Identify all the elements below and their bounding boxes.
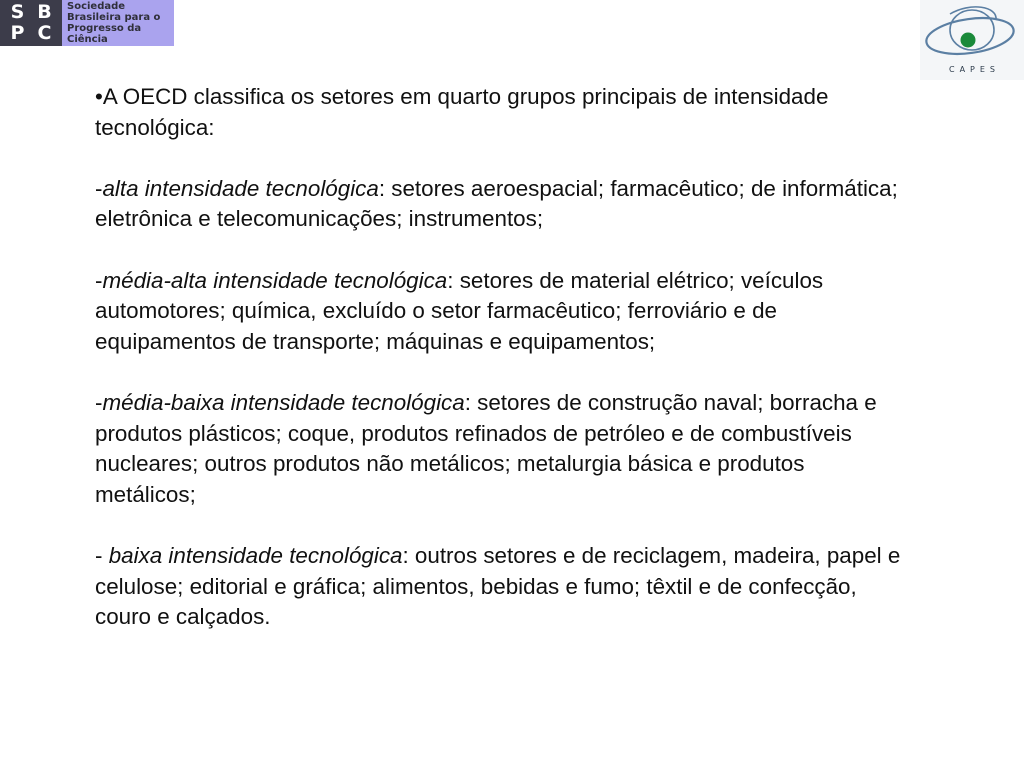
- category-name: média-baixa intensidade tecnológica: [102, 389, 465, 415]
- category-name: alta intensidade tecnológica: [102, 175, 379, 201]
- intro-paragraph: •A OECD classifica os setores em quarto grupos principais de intensidade tecnológica:: [95, 84, 829, 140]
- category-description: : outros setores e de reciclagem, madeira, papel e celulose; editorial e gráfica; alimentos, bebidas e fumo; têxtil e de confecção, couro e calçados.: [95, 542, 901, 630]
- capes-logo: [920, 0, 1024, 80]
- slide-body: [95, 82, 910, 633]
- sbpc-logo: [0, 0, 174, 46]
- capes-wordmark: CAPES: [948, 65, 1000, 74]
- category-description: : setores de construção naval; borracha e produtos plásticos; coque, produtos refinados de petróleo e de combustíveis nucleares; outros produtos não metálicos; metalurgia básica e produtos metálicos;: [95, 389, 877, 507]
- category-description: : setores de material elétrico; veículos automotores; química, excluído o setor farmacêutico; ferroviário e de equipamentos de transporte; máquinas e equipamentos;: [95, 267, 824, 354]
- sbpc-letter: P: [10, 22, 25, 44]
- capes-emblem-icon: [920, 0, 1024, 66]
- category-prefix: -: [95, 267, 103, 293]
- category-paragraph-medium-low: [95, 388, 910, 510]
- category-name: média-alta intensidade tecnológica: [102, 267, 448, 293]
- sbpc-name-line: Progresso da: [67, 23, 142, 34]
- category-paragraph-high: [95, 174, 910, 235]
- sbpc-name-line: Brasileira para o: [67, 12, 161, 23]
- category-paragraph-low: [95, 541, 910, 633]
- category-paragraph-medium-high: [95, 266, 910, 358]
- sbpc-logo-mark: [0, 0, 62, 46]
- category-description: : setores aeroespacial; farmacêutico; de informática; eletrônica e telecomunicações; instrumentos;: [95, 175, 898, 232]
- sbpc-letter: C: [37, 22, 52, 44]
- capes-dot-icon: [961, 33, 976, 48]
- sbpc-name-line: Ciência: [67, 34, 108, 45]
- sbpc-letter: B: [37, 1, 52, 23]
- category-prefix: -: [95, 175, 103, 201]
- category-prefix: -: [95, 542, 109, 568]
- category-prefix: -: [95, 389, 103, 415]
- sbpc-name-line: Sociedade: [67, 1, 126, 12]
- sbpc-logo-name: [62, 0, 174, 46]
- sbpc-letter: S: [10, 1, 25, 23]
- category-name: baixa intensidade tecnológica: [108, 542, 403, 568]
